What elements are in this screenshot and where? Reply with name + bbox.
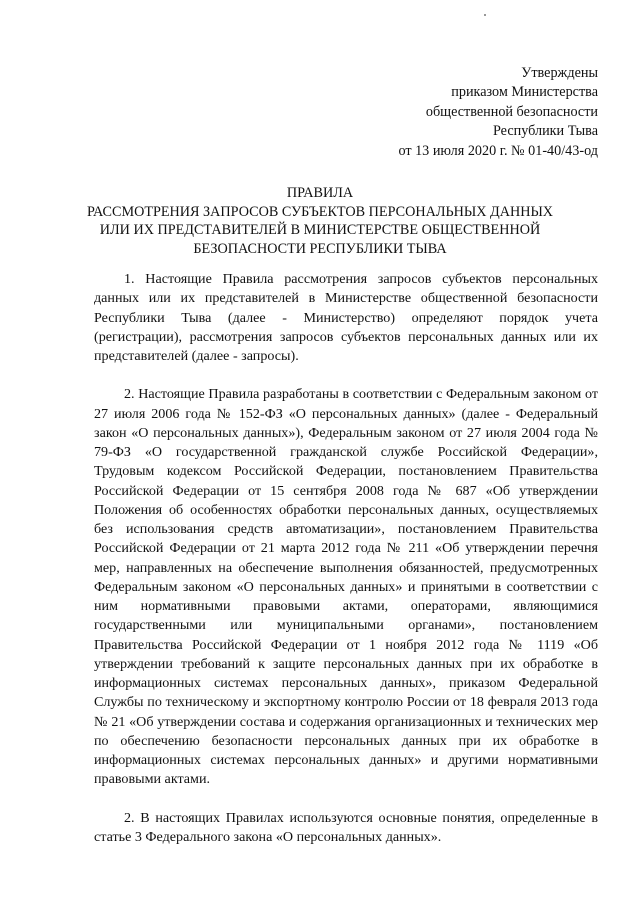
- title-subtitle-line: БЕЗОПАСНОСТИ РЕСПУБЛИКИ ТЫВА: [193, 240, 447, 257]
- title-subtitle-line: РАССМОТРЕНИЯ ЗАПРОСОВ СУБЪЕКТОВ ПЕРСОНАЛЬНЫХ ДАННЫХ: [86, 203, 554, 220]
- paragraph-3: 2. В настоящих Правилах используются основные понятия, определенные в статье 3 Федерального закона «О персональных данных».: [94, 809, 598, 845]
- scan-speck: [484, 14, 486, 16]
- approval-line: Республики Тыва: [492, 123, 598, 140]
- paragraph-1: 1. Настоящие Правила рассмотрения запросов субъектов персональных данных или их представителей в Министерстве общественной безопасности Республики Тыва (далее - Министерство) определяют порядок учета (регистрации), рассмотрения запросов субъектов персональных данных или их представителей (далее - запросы).: [94, 271, 598, 364]
- approval-stamp-block: [278, 64, 598, 161]
- approval-line: приказом Министерства: [451, 84, 598, 101]
- document-title: [70, 184, 570, 258]
- title-subtitle-line: ИЛИ ИХ ПРЕДСТАВИТЕЛЕЙ В МИНИСТЕРСТВЕ ОБЩЕСТВЕННОЙ: [99, 222, 541, 238]
- paragraph-2: 2. Настоящие Правила разработаны в соответствии с Федеральным законом от 27 июля 2006 года № 152-ФЗ «О персональных данных» (далее - Федеральный закон «О персональных данных»), Федеральным законом от 27 июля 2004 года № 79-ФЗ «О государственной гражданской службе Российской Федерации», Трудовым кодексом Российской Федерации, постановлением Правительства Российской Федерации от 15 сентября 2008 года № 687 «Об утверждении Положения об особенностях обработки персональных данных, осуществляемых без использования средств автоматизации», постановлением Правительства Российской Федерации от 21 марта 2012 года № 211 «Об утверждении перечня мер, направленных на обеспечение выполнения обязанностей, предусмотренных Федеральным законом «О персональных данных» и принятыми в соответствии с ним нормативными правовыми актами, операторами, являющимися государственными или муниципальными органами», постановлением Правительства Российской Федерации от 1 ноября 2012 года № 1119 «Об утверждении требований к защите персональных данных при их обработке в информационных системах персональных данных», приказом Федеральной Службы по техническому и экспортному контролю России от 18 февраля 2013 года № 21 «Об утверждении состава и содержания организационных и технических мер по обеспечению безопасности персональных данных при их обработке в информационных системах персональных данных» и другими нормативными правовыми актами.: [94, 386, 598, 788]
- approval-line: общественной безопасности: [425, 103, 598, 120]
- title-heading: ПРАВИЛА: [286, 185, 354, 201]
- approval-line: от 13 июля 2020 г. № 01-40/43-од: [398, 142, 598, 159]
- approval-line: Утверждены: [521, 65, 598, 81]
- document-body: [94, 270, 598, 847]
